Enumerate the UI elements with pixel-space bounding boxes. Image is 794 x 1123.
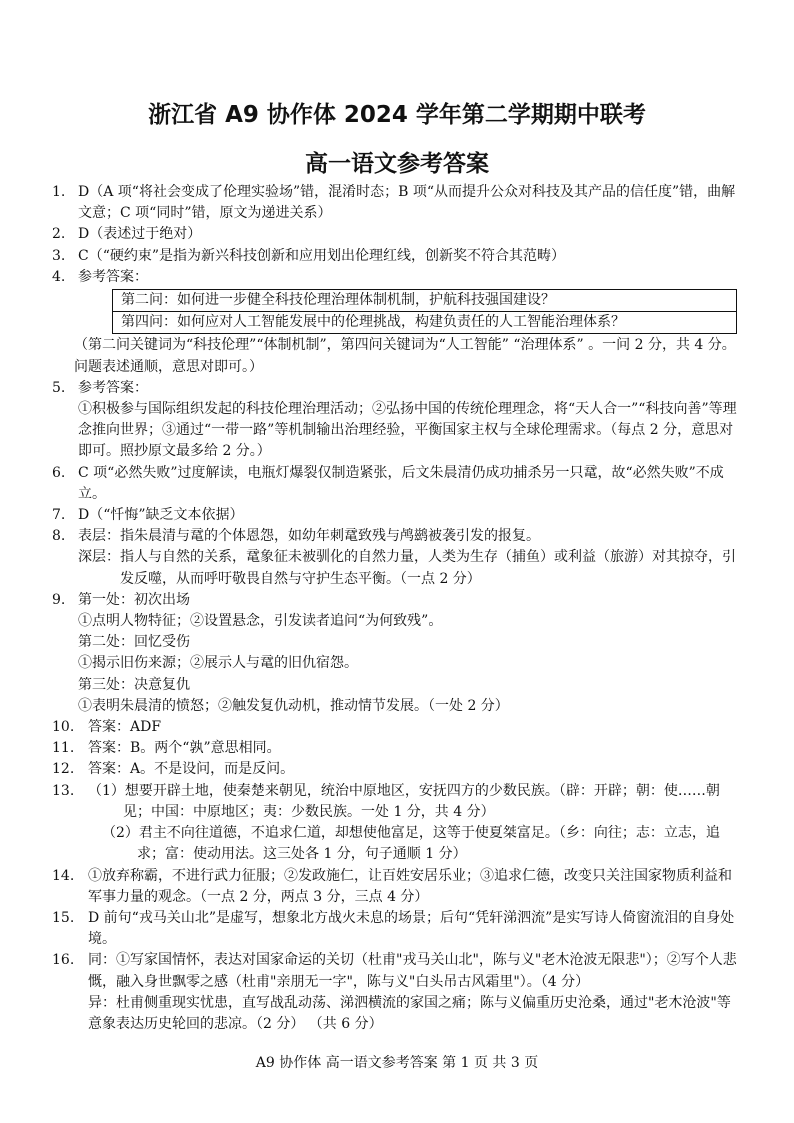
answer-item-6 <box>52 463 744 505</box>
answer-number: 4. <box>52 268 66 285</box>
answer-item-12 <box>52 759 744 780</box>
answer-item-8 <box>52 526 744 590</box>
answer-text: ①放弃称霸，不进行武力征服；②发政施仁，让百姓安居乐业；③追求仁德，改变只关注国家物质利益和军事力量的观念。（一点 2 分，两点 3 分，三点 4 分） <box>88 867 732 905</box>
answer-number: 1. <box>52 184 66 200</box>
answer-number: 6. <box>52 464 66 481</box>
answer-number: 2. <box>52 226 66 243</box>
answer-item-16 <box>52 950 744 1035</box>
answer-number: 12. <box>52 761 75 778</box>
answer-text: ①积极参与国际组织发起的科技伦理治理活动；②弘扬中国的传统伦理理念，将“天人合一”“科技向善”等理念推向世界；③通过“一带一路”等机制输出治理经验，平衡国家主权与全球伦理需求。（每点 2 分，意思对即可。照抄原文最多给 2 分。） <box>78 401 737 460</box>
answer-text: C 项“必然失败”过度解读，电瓶灯爆裂仅制造紧张，后文朱晨清仍成功捕杀另一只鼋，故“必然失败”不成立。 <box>78 464 724 502</box>
page-subtitle: 高一语文参考答案 <box>305 151 489 177</box>
answer-item-11 <box>52 738 744 759</box>
answer-number: 8. <box>52 528 66 545</box>
page-footer: A9 协作体 高一语文参考答案 第 1 页 共 3 页 <box>255 1055 539 1071</box>
answer-number: 5. <box>52 379 66 396</box>
answer-number: 15. <box>52 909 75 926</box>
answer-number: 3. <box>52 247 66 264</box>
answer-text: D（A 项“将社会变成了伦理实验场”错，混淆时态；B 项“从而提升公众对科技及其产品的信任度”错，曲解文意；C 项“同时”错，原文为递进关系） <box>78 184 736 222</box>
answer-text: 答案：ADF <box>88 719 162 736</box>
answer-number: 10. <box>52 719 75 736</box>
answer-number: 16. <box>52 952 75 969</box>
answer-item-10 <box>52 717 744 738</box>
scoring-note: （第二问关键词为“科技伦理”“体制机制”，第四问关键词为“人工智能” “治理体系” 。一问 2 分，共 4 分。问题表述通顺，意思对即可。） <box>74 337 736 375</box>
answer-item-13 <box>52 781 744 866</box>
table-cell: 第二问：如何进一步健全科技伦理治理体制机制，护航科技强国建设？ <box>113 290 737 312</box>
answer-text: 第二处：回忆受伤 <box>78 634 190 651</box>
answer-text: 同：①写家国情怀，表达对国家命运的关切（杜甫"戎马关山北"，陈与义"老木沧波无限悲"）；②写个人悲慨，融入身世飘零之感（杜甫"亲朋无一字"，陈与义"白头吊古风霜里"）。（4 分） <box>88 952 737 990</box>
answer-item-2 <box>52 224 744 245</box>
answer-text: 异：杜甫侧重现实忧患，直写战乱动荡、涕泗横流的家国之痛；陈与义偏重历史沧桑，通过"老木沧波"等意象表达历史轮回的悲凉。（2 分） （共 6 分） <box>88 994 731 1032</box>
answer-text: C（“硬约束”是指为新兴科技创新和应用划出伦理红线，创新奖不符合其范畴） <box>78 247 566 264</box>
answer-item-7 <box>52 505 744 526</box>
answer-item-1 <box>52 182 744 224</box>
answer-text: （2）君主不向往道德，不追求仁道，却想使他富足，这等于使夏桀富足。（乡：向往；志：立志，追求；富：使动用法。这三处各 1 分，句子通顺 1 分） <box>102 825 720 863</box>
answer-text: ①表明朱晨清的愤怒；②触发复仇动机，推动情节发展。（一处 2 分） <box>78 697 509 714</box>
answer-item-9 <box>52 590 744 717</box>
answer-number: 9. <box>52 591 66 608</box>
answer-text: （1）想要开辟土地，使秦楚来朝见，统治中原地区，安抚四方的少数民族。（辟：开辟；朝：使……朝见；中国：中原地区；夷：少数民族。一处 1 分，共 4 分） <box>88 782 720 820</box>
answer-text: D（表述过于绝对） <box>78 226 202 243</box>
answer-item-3 <box>52 246 744 267</box>
answer-text: 第三处：决意复仇 <box>78 676 190 693</box>
table-cell: 第四问：如何应对人工智能发展中的伦理挑战，构建负责任的人工智能治理体系？ <box>113 312 737 334</box>
table-row <box>113 312 737 334</box>
answer-number: 7. <box>52 507 66 524</box>
answer-text: 深层：指人与自然的关系，鼋象征未被驯化的自然力量，人类为生存（捕鱼）或利益（旅游）对其掠夺，引发反噬，从而呼吁敬畏自然与守护生态平衡。（一点 2 分） <box>78 549 736 587</box>
answer-text: 表层：指朱晨清与鼋的个体恩怨，如幼年刺鼋致残与鸬鹚被袭引发的报复。 <box>78 528 540 545</box>
answer-item-5 <box>52 378 744 463</box>
answer-item-4 <box>52 267 744 378</box>
answer-number: 13. <box>52 782 75 799</box>
answer-lead: 参考答案： <box>78 379 148 396</box>
answer-table <box>112 289 737 334</box>
answer-number: 11. <box>52 740 75 757</box>
answer-list <box>52 182 744 1035</box>
answer-text: 第一处：初次出场 <box>78 591 190 608</box>
answer-lead: 参考答案： <box>78 268 148 285</box>
answer-number: 14. <box>52 867 75 884</box>
answer-text: 答案：A。不是设问，而是反问。 <box>88 761 295 778</box>
table-row <box>113 290 737 312</box>
answer-text: 答案：B。两个“孰”意思相同。 <box>88 740 281 757</box>
answer-text: ①揭示旧伤来源；②展示人与鼋的旧仇宿怨。 <box>78 655 358 672</box>
answer-item-15 <box>52 908 744 950</box>
answer-text: D 前句“戎马关山北”是虚写，想象北方战火未息的场景；后句“凭轩涕泗流”是实写诗人倚窗流泪的自身处境。 <box>88 909 735 948</box>
answer-item-14 <box>52 866 744 908</box>
answer-text: ①点明人物特征；②设置悬念，引发读者追问“为何致残”。 <box>78 613 443 630</box>
page-title: 浙江省 A9 协作体 2024 学年第二学期期中联考 <box>148 102 646 128</box>
answer-text: D（“忏悔”缺乏文本依据） <box>78 507 244 524</box>
